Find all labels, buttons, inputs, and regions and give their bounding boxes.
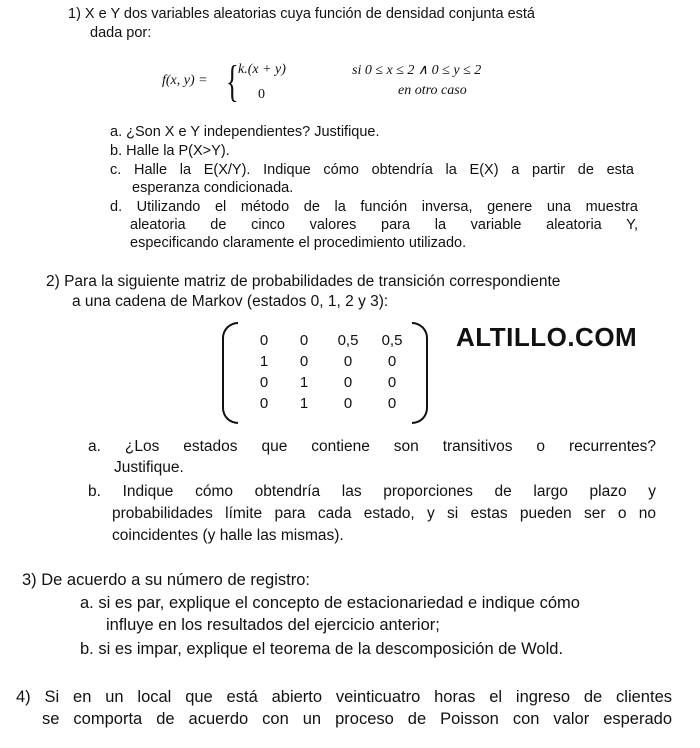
formula-case1-cond: si 0 ≤ x ≤ 2 ∧ 0 ≤ y ≤ 2 <box>352 63 482 78</box>
formula-lhs: f(x, y) = <box>162 73 208 88</box>
matrix-cell: 0 <box>387 395 397 412</box>
matrix-cell: 0,5 <box>381 332 403 349</box>
matrix-cell: 0 <box>299 332 309 349</box>
q1-item-a: a. ¿Son X e Y independientes? Justifique. <box>110 124 380 140</box>
q2-item-b-line3: coincidentes (y halle las mismas). <box>112 527 344 544</box>
matrix-cell: 0 <box>259 374 269 391</box>
q1-intro-line1: 1) X e Y dos variables aleatorias cuya función de densidad conjunta está <box>68 6 535 22</box>
matrix-cell: 0 <box>259 332 269 349</box>
matrix-cell: 0 <box>343 395 353 412</box>
matrix-cell: 0 <box>343 374 353 391</box>
q3-item-b: b. si es impar, explique el teorema de la descomposición de Wold. <box>80 640 564 658</box>
q1-item-c-line2: esperanza condicionada. <box>132 180 294 196</box>
matrix-cell: 0 <box>343 353 353 370</box>
matrix-cell: 0 <box>259 395 269 412</box>
q2-item-b-line2: probabilidades límite para cada estado, y si estas pueden ser o no <box>112 505 656 522</box>
matrix-right-paren <box>412 322 428 424</box>
q4-line2: se comporta de acuerdo con un proceso de Poisson con valor esperado <box>42 710 672 728</box>
q3-item-a-line2: influye en los resultados del ejercicio anterior; <box>106 616 440 634</box>
formula-case2-expr: 0 <box>258 87 265 102</box>
q1-item-d-line2: aleatoria de cinco valores para la variable aleatoria Y, <box>130 217 638 233</box>
q1-item-b: b. Halle la P(X>Y). <box>110 143 230 159</box>
matrix-cell: 1 <box>299 395 309 412</box>
formula-brace: { <box>226 57 239 106</box>
q1-item-d-line3: especificando claramente el procedimiento utilizado. <box>130 235 467 251</box>
watermark-text: ALTILLO.COM <box>456 322 638 352</box>
q4-line1: 4) Si en un local que está abierto veinticuatro horas el ingreso de clientes <box>16 688 672 706</box>
q2-intro-line1: 2) Para la siguiente matriz de probabilidades de transición correspondiente <box>46 273 561 290</box>
matrix-left-paren <box>222 322 238 424</box>
matrix-cell: 0 <box>387 353 397 370</box>
formula-case2-cond: en otro caso <box>398 83 467 98</box>
q1-item-c-line1: c. Halle la E(X/Y). Indique cómo obtendría la E(X) a partir de esta <box>110 162 634 178</box>
q2-item-a-line1: a. ¿Los estados que contiene son transitivos o recurrentes? <box>88 438 656 455</box>
q2-item-b-line1: b. Indique cómo obtendría las proporciones de largo plazo y <box>88 483 656 500</box>
matrix-cell: 0 <box>299 353 309 370</box>
transition-matrix <box>222 322 428 426</box>
q3-item-a-line1: a. si es par, explique el concepto de estacionariedad e indique cómo <box>80 594 580 612</box>
matrix-cell: 0 <box>387 374 397 391</box>
q2-intro-line2: a una cadena de Markov (estados 0, 1, 2 y 3): <box>72 293 389 310</box>
formula-case1-expr: k.(x + y) <box>238 62 286 77</box>
q1-item-d-line1: d. Utilizando el método de la función inversa, genere una muestra <box>110 199 638 215</box>
matrix-cell: 0,5 <box>337 332 359 349</box>
q3-intro: 3) De acuerdo a su número de registro: <box>22 571 310 589</box>
q2-item-a-line2: Justifique. <box>114 459 184 476</box>
matrix-cell: 1 <box>259 353 269 370</box>
matrix-cell: 1 <box>299 374 309 391</box>
q1-intro-line2: dada por: <box>90 25 152 41</box>
